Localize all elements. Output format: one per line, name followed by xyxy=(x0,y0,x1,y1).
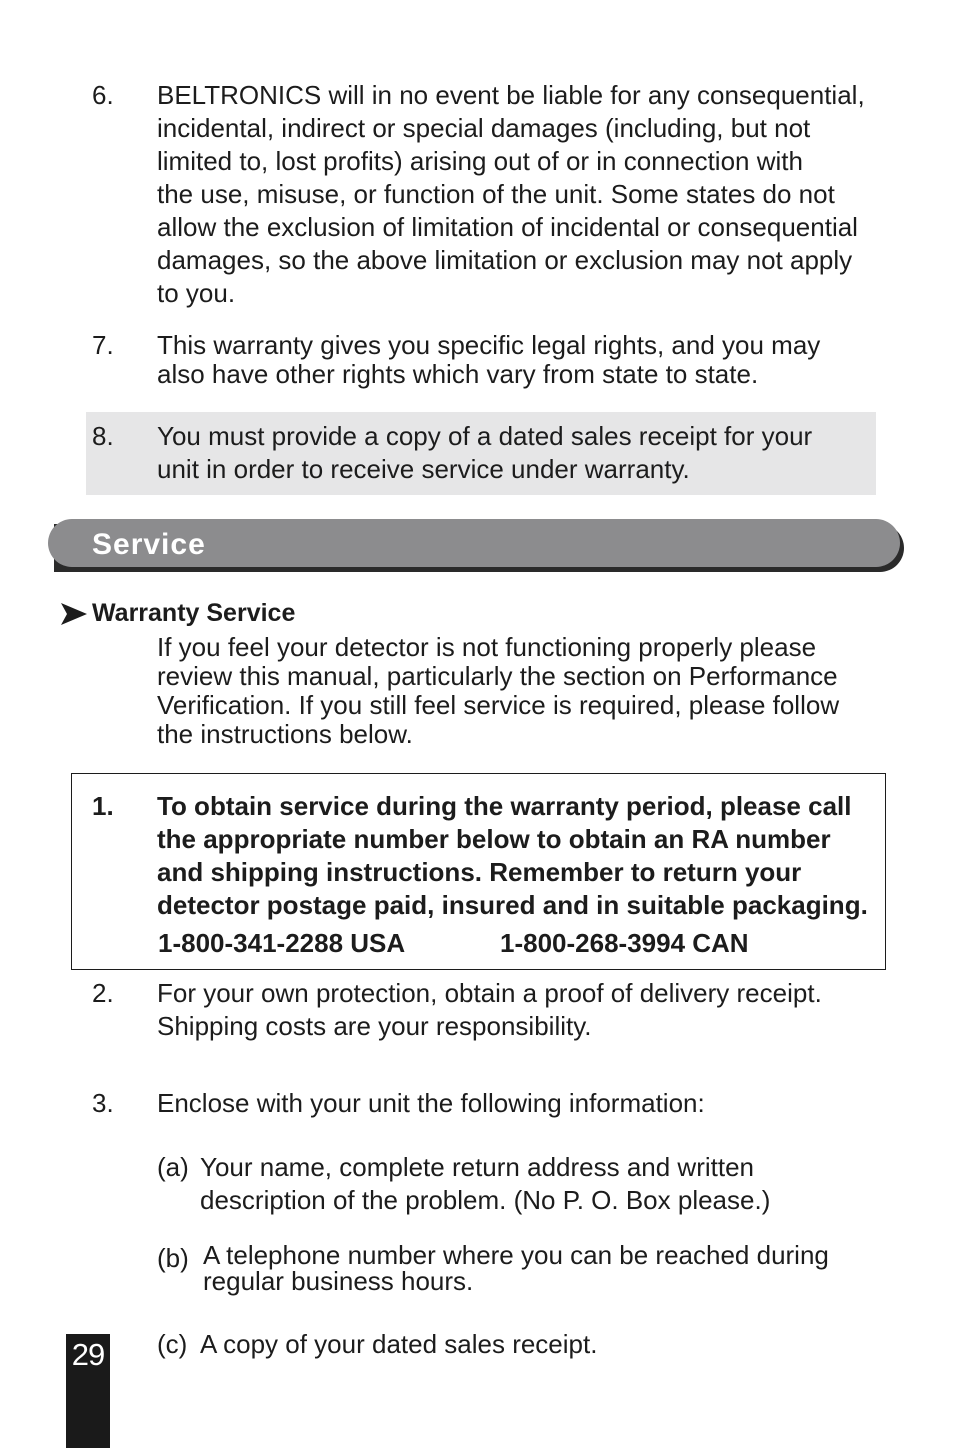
subsection-heading: Warranty Service xyxy=(92,599,296,627)
intro-paragraph xyxy=(157,633,839,749)
step-3-number: 3. xyxy=(92,1088,114,1118)
text-line: detector postage paid, insured and in suitable packaging. xyxy=(157,890,868,920)
text-line: limited to, lost profits) arising out of or in connection with xyxy=(157,146,803,176)
phone-can: 1-800-268-3994 CAN xyxy=(500,928,749,958)
step-3-text: Enclose with your unit the following information: xyxy=(157,1088,705,1118)
step-1-number: 1. xyxy=(92,791,114,821)
text-line: Verification. If you still feel service is required, please follow xyxy=(157,690,840,720)
item-8-text xyxy=(157,420,812,486)
step-3b-text xyxy=(203,1242,829,1294)
text-line: and shipping instructions. Remember to return your xyxy=(157,857,802,887)
step-3c-text: A copy of your dated sales receipt. xyxy=(200,1329,598,1359)
text-line: You must provide a copy of a dated sales receipt for your xyxy=(157,421,813,451)
text-line: description of the problem. (No P. O. Box please.) xyxy=(200,1185,771,1215)
page-number: 29 xyxy=(71,1337,105,1372)
text-line: allow the exclusion of limitation of incidental or consequential xyxy=(157,212,858,242)
text-line: BELTRONICS will in no event be liable for any consequential, xyxy=(157,80,865,110)
step-3a-label: (a) xyxy=(157,1152,189,1182)
arrow-bullet-icon xyxy=(60,602,88,626)
text-line: the appropriate number below to obtain an RA number xyxy=(157,824,831,854)
section-title: Service xyxy=(92,528,206,561)
text-line: to you. xyxy=(157,278,236,308)
text-line: also have other rights which vary from state to state. xyxy=(157,359,759,389)
text-line: Shipping costs are your responsibility. xyxy=(157,1011,592,1041)
text-line: This warranty gives you specific legal rights, and you may xyxy=(157,330,821,360)
text-line: A telephone number where you can be reached during xyxy=(203,1240,829,1270)
phone-usa: 1-800-341-2288 USA xyxy=(158,928,406,958)
text-line: review this manual, particularly the section on Performance xyxy=(157,661,838,691)
text-line: If you feel your detector is not functioning properly please xyxy=(157,632,817,662)
step-3b-label: (b) xyxy=(157,1243,189,1273)
item-7-number: 7. xyxy=(92,330,114,360)
text-line: incidental, indirect or special damages (including, but not xyxy=(157,113,811,143)
text-line: Your name, complete return address and written xyxy=(200,1152,755,1182)
text-line: regular business hours. xyxy=(203,1266,474,1296)
step-2-number: 2. xyxy=(92,978,114,1008)
text-line: For your own protection, obtain a proof of delivery receipt. xyxy=(157,978,822,1008)
step-3c-label: (c) xyxy=(157,1329,188,1359)
text-line: To obtain service during the warranty period, please call xyxy=(157,791,852,821)
item-7-text xyxy=(157,331,820,389)
item-6-number: 6. xyxy=(92,80,114,110)
item-6-text xyxy=(157,79,865,310)
text-line: the instructions below. xyxy=(157,719,413,749)
step-1-text xyxy=(157,790,868,922)
item-8-number: 8. xyxy=(92,421,114,451)
step-2-text xyxy=(157,977,822,1043)
text-line: the use, misuse, or function of the unit. Some states do not xyxy=(157,179,835,209)
text-line: damages, so the above limitation or exclusion may not apply xyxy=(157,245,853,275)
text-line: unit in order to receive service under warranty. xyxy=(157,454,690,484)
step-3a-text xyxy=(200,1151,770,1217)
